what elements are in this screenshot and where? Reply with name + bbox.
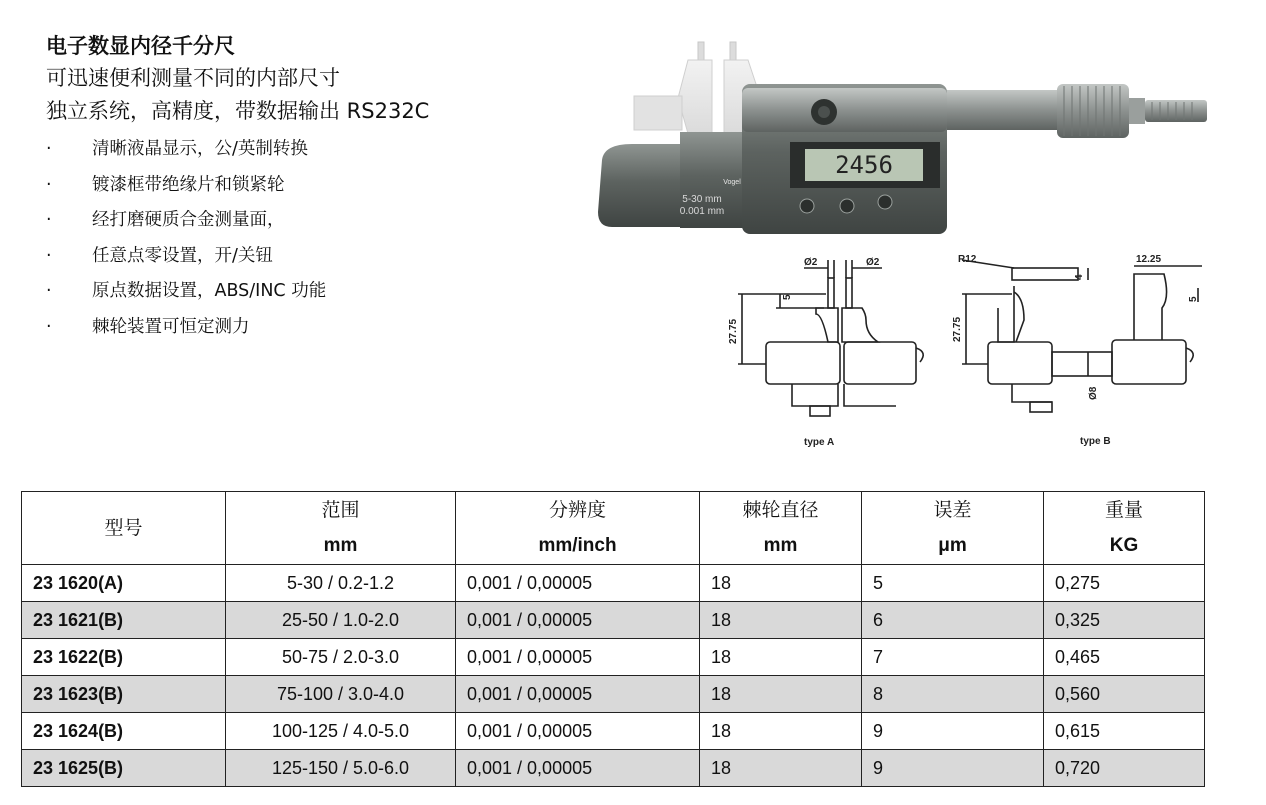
dim-4: 4	[1074, 274, 1085, 280]
cell-error: 9	[862, 750, 1044, 787]
type-a-label: type A	[804, 437, 835, 448]
cell-model: 23 1621(B)	[22, 602, 226, 639]
product-features-summary: 独立系统，高精度，带数据输出 RS232C	[46, 99, 430, 123]
cell-ratchet: 18	[700, 565, 862, 602]
table-row	[22, 750, 1205, 787]
cell-resolution: 0,001 / 0,00005	[456, 639, 700, 676]
header-resolution: 分辨度 mm/inch	[456, 492, 700, 565]
dim-phi2-left: Ø2	[804, 257, 818, 268]
cell-error: 7	[862, 639, 1044, 676]
bullet-icon: ·	[46, 139, 52, 159]
cell-weight: 0,465	[1044, 639, 1205, 676]
cell-model: 23 1624(B)	[22, 713, 226, 750]
product-description: 可迅速便利测量不同的内部尺寸	[46, 66, 340, 90]
lcd-reading: 2456	[835, 151, 893, 179]
feature-item: · 任意点零设置，开/关钮	[46, 239, 606, 275]
dim-5-type-b: 5	[1188, 296, 1199, 302]
cell-weight: 0,275	[1044, 565, 1205, 602]
table-row	[22, 713, 1205, 750]
micrometer-photo	[592, 32, 1212, 242]
cell-ratchet: 18	[700, 639, 862, 676]
cell-weight: 0,720	[1044, 750, 1205, 787]
cell-error: 8	[862, 676, 1044, 713]
feature-item: · 镀漆框带绝缘片和锁紧轮	[46, 168, 606, 204]
range-label: 5-30 mm	[682, 194, 722, 205]
cell-model: 23 1622(B)	[22, 639, 226, 676]
feature-item: · 棘轮装置可恒定测力	[46, 310, 606, 346]
feature-item: · 原点数据设置，ABS/INC 功能	[46, 274, 606, 310]
dim-phi8: Ø8	[1088, 386, 1099, 400]
bullet-icon: ·	[46, 174, 52, 195]
resolution-label: 0.001 mm	[679, 206, 725, 217]
cell-ratchet: 18	[700, 713, 862, 750]
cell-resolution: 0,001 / 0,00005	[456, 713, 700, 750]
dim-27-75-type-b: 27.75	[952, 316, 963, 342]
cell-range: 75-100 / 3.0-4.0	[226, 676, 456, 713]
cell-ratchet: 18	[700, 602, 862, 639]
feature-item: · 清晰液晶显示，公/英制转换	[46, 132, 606, 168]
cell-error: 9	[862, 713, 1044, 750]
cell-range: 25-50 / 1.0-2.0	[226, 602, 456, 639]
cell-model: 23 1625(B)	[22, 750, 226, 787]
table-row	[22, 602, 1205, 639]
technical-drawing	[716, 248, 1216, 460]
table-row	[22, 565, 1205, 602]
cell-model: 23 1620(A)	[22, 565, 226, 602]
cell-range: 50-75 / 2.0-3.0	[226, 639, 456, 676]
spec-table	[21, 491, 1205, 787]
table-row	[22, 639, 1205, 676]
feature-list	[46, 132, 606, 345]
cell-weight: 0,560	[1044, 676, 1205, 713]
dim-r12: R12	[958, 254, 977, 265]
header-error: 误差 μm	[862, 492, 1044, 565]
cell-error: 5	[862, 565, 1044, 602]
cell-model: 23 1623(B)	[22, 676, 226, 713]
feature-item: · 经打磨硬质合金测量面，	[46, 203, 606, 239]
cell-range: 100-125 / 4.0-5.0	[226, 713, 456, 750]
product-intro	[46, 30, 606, 345]
cell-resolution: 0,001 / 0,00005	[456, 602, 700, 639]
cell-resolution: 0,001 / 0,00005	[456, 750, 700, 787]
bullet-icon: ·	[46, 316, 52, 337]
cell-weight: 0,325	[1044, 602, 1205, 639]
cell-error: 6	[862, 602, 1044, 639]
type-b-label: type B	[1080, 436, 1111, 447]
cell-ratchet: 18	[700, 676, 862, 713]
brand-label: Vogel	[723, 179, 741, 186]
header-weight: 重量 KG	[1044, 492, 1205, 565]
dim-12-25: 12.25	[1136, 254, 1162, 265]
cell-weight: 0,615	[1044, 713, 1205, 750]
dim-27-75-type-a: 27.75	[728, 318, 739, 344]
cell-range: 125-150 / 5.0-6.0	[226, 750, 456, 787]
header-range: 范围 mm	[226, 492, 456, 565]
cell-resolution: 0,001 / 0,00005	[456, 676, 700, 713]
cell-range: 5-30 / 0.2-1.2	[226, 565, 456, 602]
dim-5-type-a: 5	[782, 294, 793, 300]
bullet-icon: ·	[46, 245, 52, 266]
table-row	[22, 676, 1205, 713]
dim-phi2-right: Ø2	[866, 257, 880, 268]
bullet-icon: ·	[46, 281, 52, 301]
cell-resolution: 0,001 / 0,00005	[456, 565, 700, 602]
table-header-row	[22, 492, 1205, 565]
product-title: 电子数显内径千分尺	[46, 34, 235, 58]
cell-ratchet: 18	[700, 750, 862, 787]
bullet-icon: ·	[46, 210, 52, 230]
header-ratchet-diameter: 棘轮直径 mm	[700, 492, 862, 565]
header-model: 型号	[22, 492, 226, 565]
